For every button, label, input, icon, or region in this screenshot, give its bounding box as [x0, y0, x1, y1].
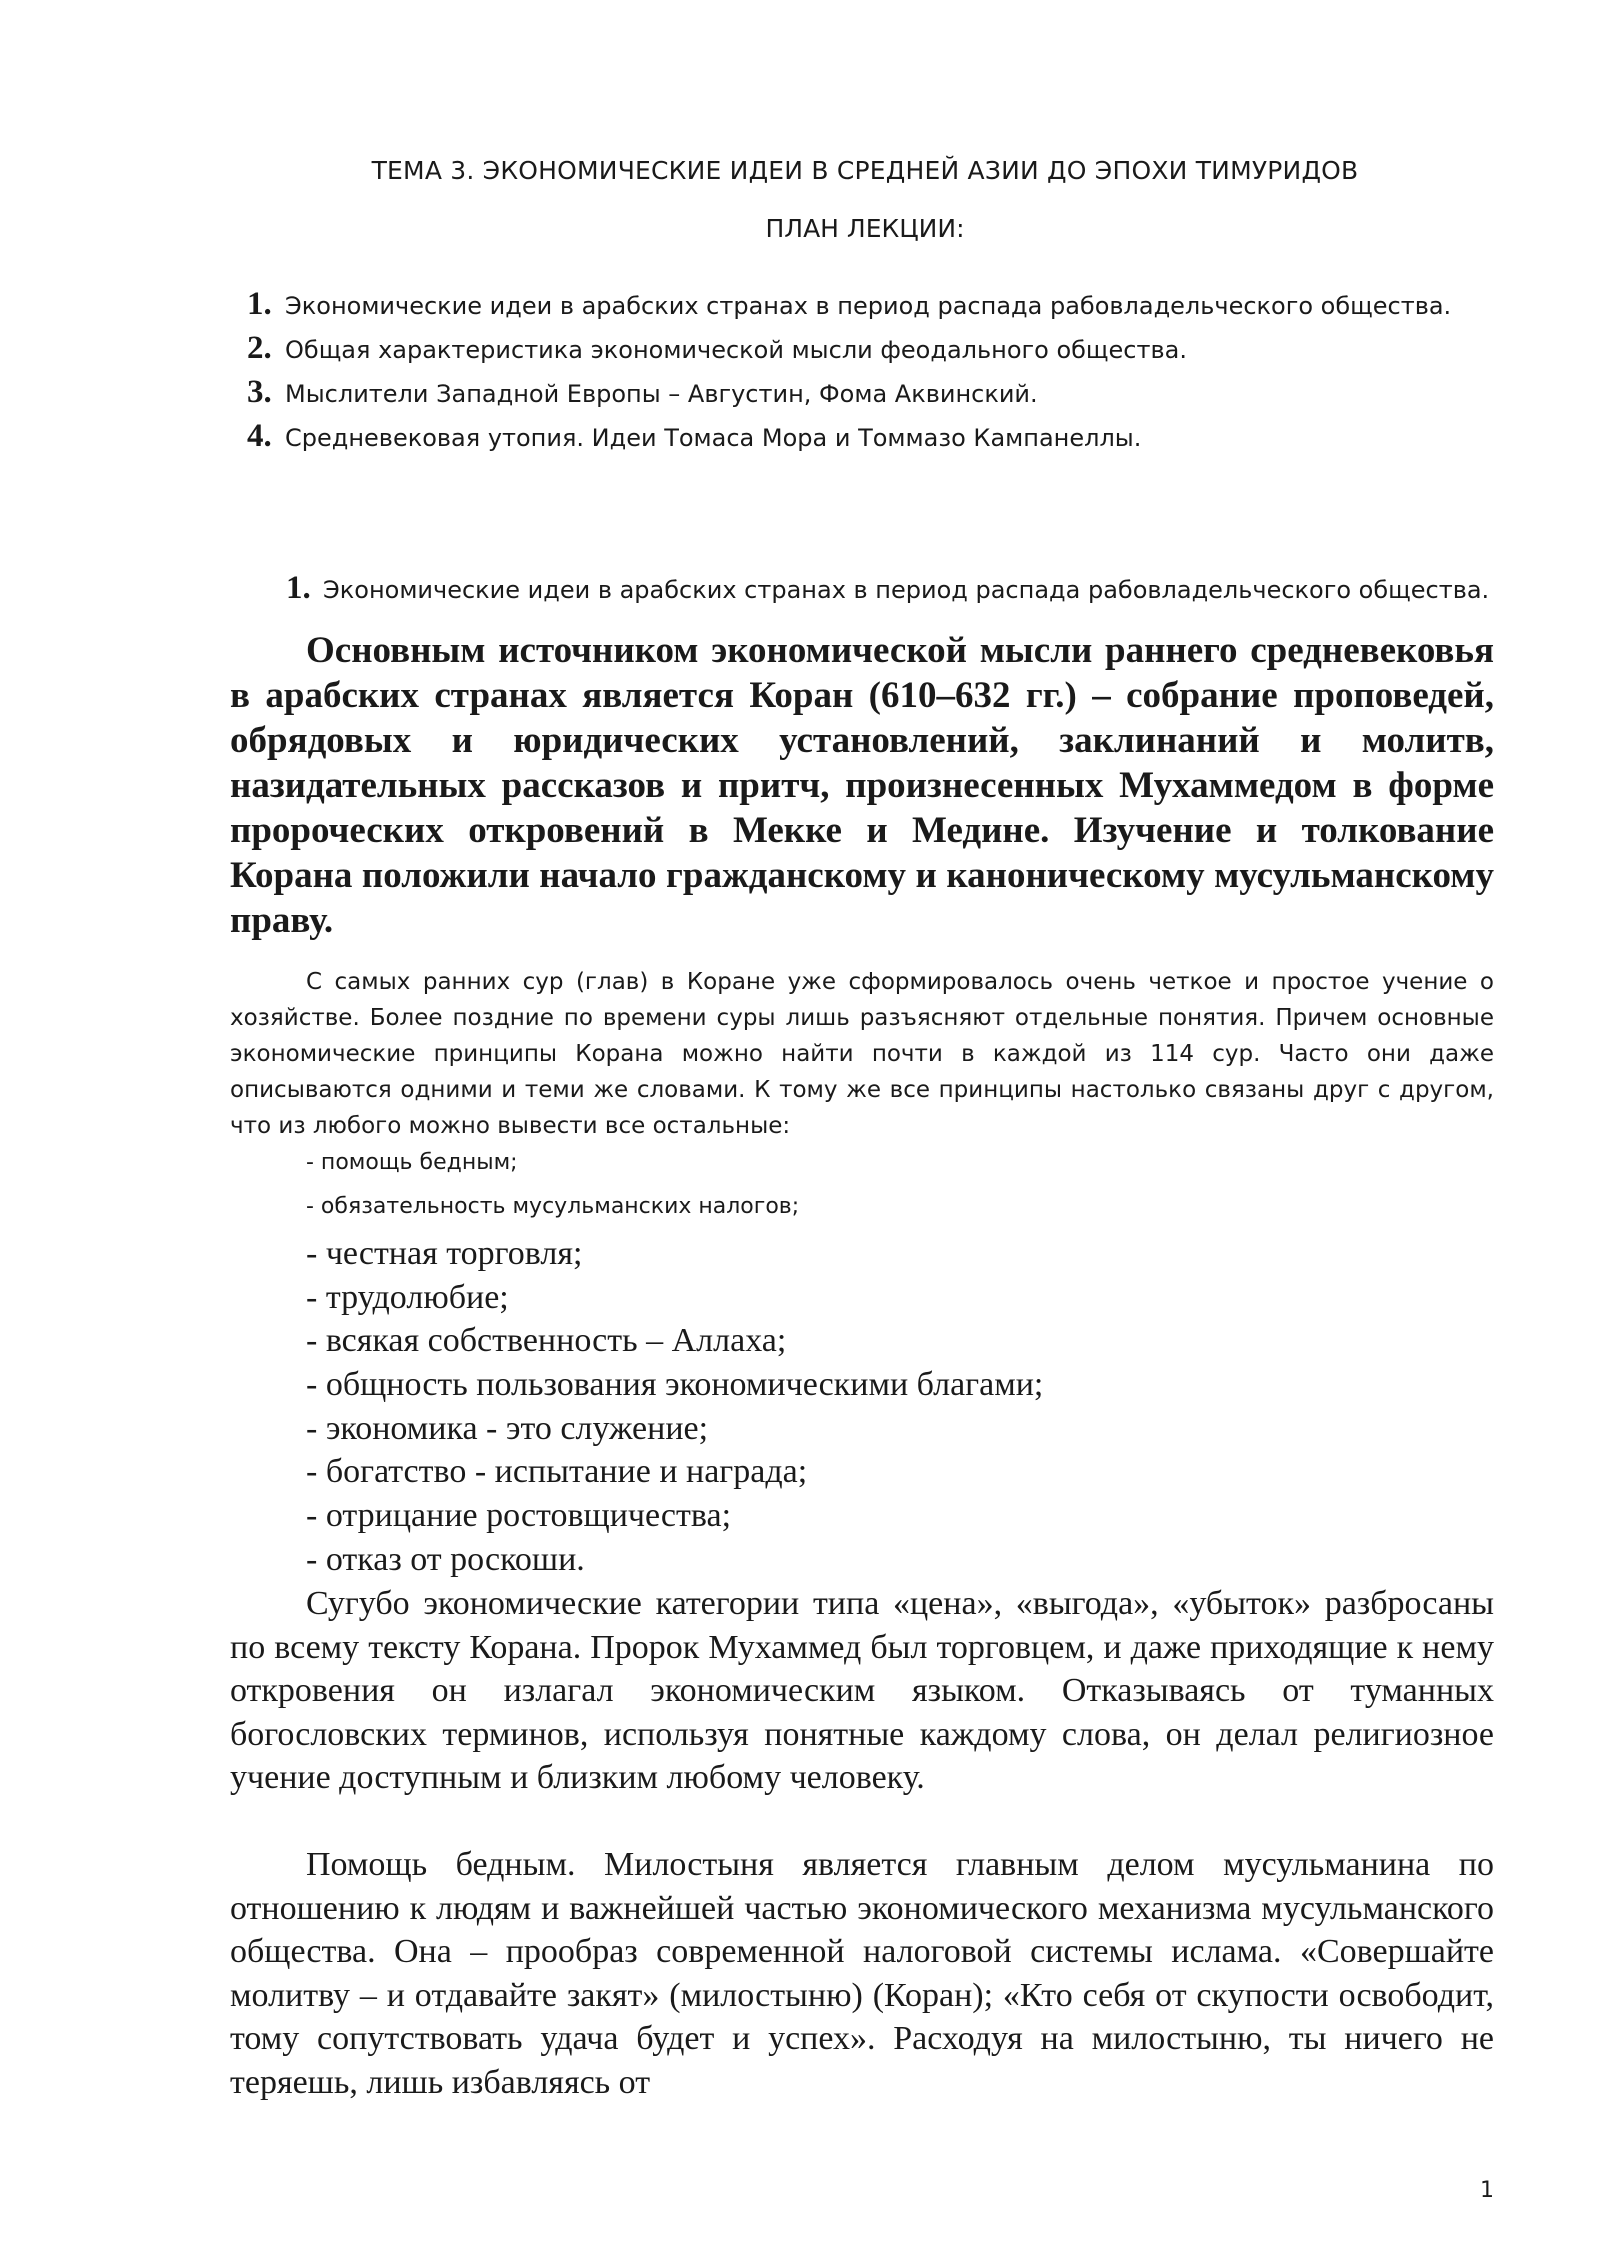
plan-item-number: 1.	[247, 286, 272, 322]
principle-item: - общность пользования экономическими благами;	[306, 1366, 1044, 1404]
section-heading-number: 1.	[286, 570, 311, 606]
plan-item	[247, 418, 1507, 462]
principles-list-small	[306, 1150, 799, 1238]
principles-list	[306, 1232, 1043, 1582]
plan-item-text: Мыслители Западной Европы – Августин, Фома Аквинский.	[285, 380, 1038, 408]
plan-item	[247, 286, 1507, 330]
principle-item: - отказ от роскоши.	[306, 1540, 585, 1578]
plan-item	[247, 330, 1507, 374]
help-the-poor-paragraph: Помощь бедным. Милостыня является главным делом мусульманина по отношению к людям и важнейшей частью экономического механизма мусульманского общества. Она – прообраз современной налоговой системы ислама. «Совершайте молитву – и отдавайте закят» (милостыню) (Коран); «Кто себя от скупости освободит, тому сопутствовать удача будет и успех». Расходуя на милостыню, ты ничего не теряешь, лишь избавляясь от	[230, 1846, 1494, 2101]
page-number: 1	[1480, 2178, 1494, 2203]
section-heading	[286, 570, 1489, 607]
principle-item: - трудолюбие;	[306, 1278, 509, 1316]
plan-item-text: Общая характеристика экономической мысли феодального общества.	[285, 336, 1187, 364]
section-heading-text: Экономические идеи в арабских странах в период распада рабовладельческого общества.	[323, 576, 1490, 604]
economic-categories-paragraph: Сугубо экономические категории типа «цена», «выгода», «убыток» разбросаны по всему тексту Корана. Пророк Мухаммед был торговцем, и даже приходящие к нему откровения он излагал экономическим языком. Отказываясь от туманных богословских терминов, используя понятные каждому слова, он делал религиозное учение доступным и близким любому человеку.	[230, 1585, 1494, 1797]
lecture-plan-heading: ПЛАН ЛЕКЦИИ:	[765, 214, 965, 243]
principle-item: - всякая собственность – Аллаха;	[306, 1322, 787, 1360]
principle-item: - обязательность мусульманских налогов;	[306, 1194, 800, 1219]
plan-item-text: Экономические идеи в арабских странах в период распада рабовладельческого общества.	[285, 292, 1452, 320]
plan-item-number: 2.	[247, 330, 272, 366]
quran-teaching-paragraph: С самых ранних сур (глав) в Коране уже сформировалось очень четкое и простое учение о хозяйстве. Более поздние по времени суры лишь разъясняют отдельные понятия. Причем основные экономические принципы Корана можно найти почти в каждой из 114 сур. Часто они даже описываются одними и теми же словами. К тому же все принципы настолько связаны друг с другом, что из любого можно вывести все остальные:	[230, 969, 1494, 1139]
principle-item: - честная торговля;	[306, 1235, 583, 1272]
principle-item: - экономика - это служение;	[306, 1409, 709, 1447]
principle-item: - богатство - испытание и награда;	[306, 1453, 808, 1491]
plan-item	[247, 374, 1507, 418]
plan-item-text: Средневековая утопия. Идеи Томаса Мора и Томмазо Кампанеллы.	[285, 424, 1142, 452]
lecture-plan-list	[247, 286, 1507, 462]
bold-intro-paragraph: Основным источником экономической мысли раннего средневековья в арабских странах является Коран (610–632 гг.) – собрание проповедей, обрядовых и юридических установлений, заклинаний и молитв, назидательных рассказов и притч, произнесенных Мухаммедом в форме пророческих откровений в Мекке и Медине. Изучение и толкование Корана положили начало гражданскому и каноническому мусульманскому праву.	[230, 630, 1494, 941]
plan-item-number: 3.	[247, 374, 272, 410]
principle-item: - отрицание ростовщичества;	[306, 1497, 732, 1535]
principle-item: - помощь бедным;	[306, 1150, 518, 1175]
plan-item-number: 4.	[247, 418, 272, 454]
document-title: ТЕМА 3. ЭКОНОМИЧЕСКИЕ ИДЕИ В СРЕДНЕЙ АЗИИ ДО ЭПОХИ ТИМУРИДОВ	[371, 156, 1359, 185]
